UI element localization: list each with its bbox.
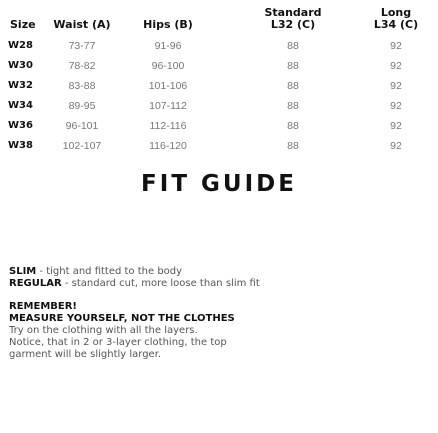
remember-heading: REMEMBER!	[9, 301, 77, 312]
standard-length-cell: 88	[287, 100, 299, 112]
long-length-cell: 92	[390, 120, 402, 132]
hips-cell: 91-96	[154, 40, 182, 52]
slim-fit-text: - tight and fitted to the body	[36, 266, 183, 277]
waist-cell: 89-95	[68, 100, 96, 112]
measure-yourself-heading: MEASURE YOURSELF, NOT THE CLOTHES	[9, 313, 235, 324]
standard-length-cell: 88	[287, 40, 299, 52]
long-length-cell: 92	[390, 100, 402, 112]
col-header-size: Size	[10, 18, 36, 31]
size-cell: W30	[8, 60, 33, 71]
regular-fit-text: - standard cut, more loose than slim fit	[61, 278, 260, 289]
hips-cell: 101-106	[148, 80, 188, 92]
col-header-standard: Standard	[264, 6, 322, 19]
regular-fit-label: REGULAR	[9, 278, 62, 289]
col-header-long-length: L34 (C)	[373, 18, 419, 31]
waist-cell: 102-107	[62, 140, 102, 152]
standard-length-cell: 88	[287, 60, 299, 72]
col-header-long: Long	[380, 6, 412, 19]
waist-cell: 78-82	[68, 60, 96, 72]
waist-cell: 96-101	[65, 120, 99, 132]
slim-fit-label: SLIM	[9, 266, 37, 277]
long-length-cell: 92	[390, 40, 402, 52]
remember-line-3: garment will be slightly larger.	[9, 349, 162, 360]
size-cell: W28	[8, 40, 33, 51]
long-length-cell: 92	[390, 60, 402, 72]
hips-cell: 116-120	[149, 140, 187, 152]
waist-cell: 83-88	[68, 80, 96, 92]
size-cell: W34	[8, 100, 33, 111]
long-length-cell: 92	[390, 140, 402, 152]
hips-cell: 112-116	[149, 120, 187, 132]
remember-line-1: Try on the clothing with all the layers.	[9, 325, 198, 336]
remember-line-2: Notice, that in 2 or 3-layer clothing, the top	[9, 337, 227, 348]
col-header-hips: Hips (B)	[143, 18, 193, 31]
long-length-cell: 92	[390, 80, 402, 92]
col-header-standard-length: L32 (C)	[270, 18, 316, 31]
size-cell: W32	[8, 80, 33, 91]
size-cell: W36	[8, 120, 33, 131]
standard-length-cell: 88	[287, 140, 299, 152]
page-title: FIT GUIDE	[141, 171, 297, 197]
waist-cell: 73-77	[68, 40, 96, 52]
regular-fit-description	[9, 278, 260, 290]
hips-cell: 96-100	[151, 60, 185, 72]
standard-length-cell: 88	[287, 120, 299, 132]
size-cell: W38	[8, 140, 33, 151]
slim-fit-description	[9, 266, 182, 278]
col-header-waist: Waist (A)	[53, 18, 111, 31]
hips-cell: 107-112	[149, 100, 187, 112]
standard-length-cell: 88	[287, 80, 299, 92]
